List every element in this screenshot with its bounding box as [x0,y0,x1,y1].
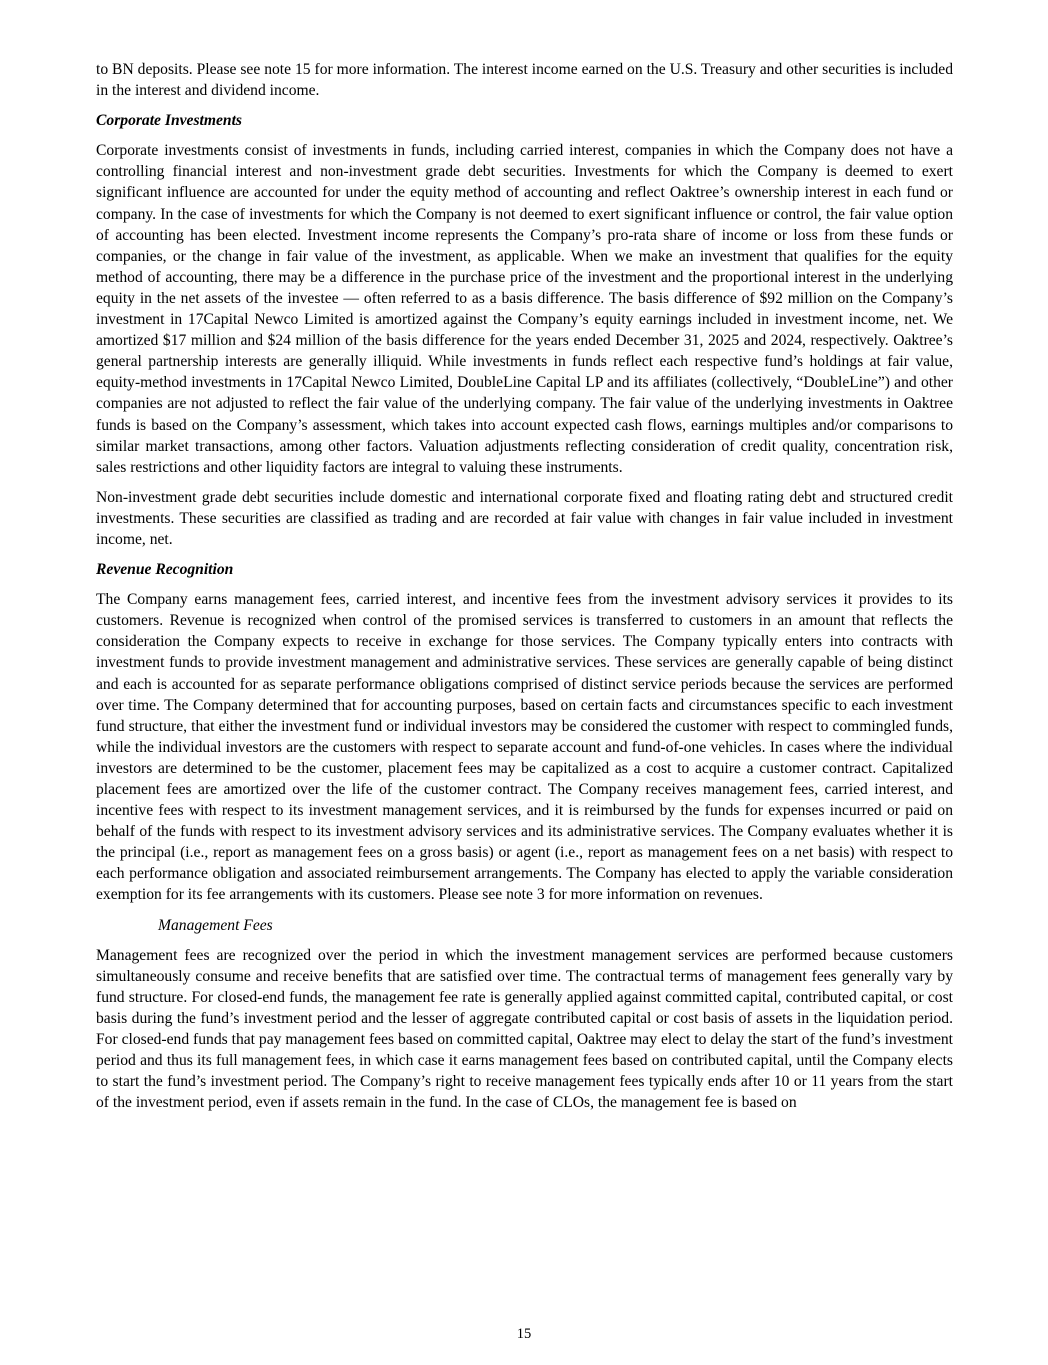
revenue-recognition-paragraph-1: The Company earns management fees, carried interest, and incentive fees from the investment advisory services it provides to its customers. Revenue is recognized when control of the promised services is transferred to customers in an amount that reflects the consideration the Company expects to receive in exchange for those services. The Company typically enters into contracts with investment funds to provide investment management and administrative services. These services are generally capable of being distinct and each is accounted for as separate performance obligations comprised of distinct service periods because the services are performed over time. The Company determined that for accounting purposes, based on certain facts and circumstances specific to each investment fund structure, that either the investment fund or individual investors may be considered the customer with respect to commingled funds, while the individual investors are the customers with respect to separate account and fund-of-one vehicles. In cases where the individual investors are determined to be the customer, placement fees may be capitalized as a cost to acquire a customer contract. Capitalized placement fees are amortized over the life of the customer contract. The Company receives management fees, carried interest, and incentive fees with respect to its investment management services, and it is reimbursed by the funds for expenses incurred or paid on behalf of the funds with respect to its investment advisory services and its administrative services. The Company evaluates whether it is the principal (i.e., report as management fees on a gross basis) or agent (i.e., report as management fees on a net basis) with respect to each performance obligation and associated reimbursement arrangements. The Company has elected to apply the variable consideration exemption for its fee arrangements with its customers. Please see note 3 for more information on revenues. [96,591,953,904]
section-heading-revenue-recognition: Revenue Recognition [96,561,234,579]
corporate-investments-paragraph-1: Corporate investments consist of investments in funds, including carried interest, companies in which the Company does not have a controlling financial interest and non-investment grade debt securities. Investments for which the Company is deemed to exert significant influence are accounted for under the equity method of accounting and reflect Oaktree’s ownership interest in each fund or company. In the case of investments for which the Company is not deemed to exert significant influence or control, the fair value option of accounting has been elected. Investment income represents the Company’s pro-rata share of income or loss from these funds or companies, or the change in fair value of the investment, as applicable. When we make an investment that qualifies for the equity method of accounting, there may be a difference in the purchase price of the investment and the proportional interest in the underlying equity in the net assets of the investee — often referred to as a basis difference. The basis difference of $92 million on the Company’s investment in 17Capital Newco Limited is amortized against the Company’s equity earnings included in investment income, net. We amortized $17 million and $24 million of the basis difference for the years ended December 31, 2025 and 2024, respectively. Oaktree’s general partnership interests are generally illiquid. While investments in funds reflect each respective fund’s holdings at fair value, equity-method investments in 17Capital Newco Limited, DoubleLine Capital LP and its affiliates (collectively, “DoubleLine”) and other companies are not adjusted to reflect the fair value of the underlying company. The fair value of the underlying investments in Oaktree funds is based on the Company’s assessment, which takes into account expected cash flows, earnings multiples and/or comparisons to similar market transactions, among other factors. Valuation adjustments reflecting consideration of credit quality, concentration risk, sales restrictions and other liquidity factors are integral to valuing these instruments. [96,142,953,476]
subsection-heading-management-fees: Management Fees [158,916,273,934]
management-fees-paragraph-1: Management fees are recognized over the period in which the investment management services are performed because customers simultaneously consume and receive benefits that are satisfied over time. The contractual terms of management fees generally vary by fund structure. For closed-end funds, the management fee rate is generally applied against committed capital, contributed capital, or cost basis during the fund’s investment period and the lesser of aggregate contributed capital or cost basis of assets in the liquidation period. For closed-end funds that pay management fees based on committed capital, Oaktree may elect to delay the start of the fund’s investment period and thus its full management fees, in which case it earns management fees based on contributed capital, until the Company elects to start the fund’s investment period. The Company’s right to receive management fees typically ends after 10 or 11 years from the start of the investment period, even if assets remain in the fund. In the case of CLOs, the management fee is based on [96,946,953,1112]
corporate-investments-paragraph-2: Non-investment grade debt securities include domestic and international corporate fixed and floating rating debt and structured credit investments. These securities are classified as trading and are recorded at fair value with changes in fair value included in investment income, net. [96,488,953,548]
page-number: 15 [516,1326,532,1342]
opening-paragraph: to BN deposits. Please see note 15 for more information. The interest income earned on the U.S. Treasury and other securities is included in the interest and dividend income. [96,61,953,100]
document-page [96,59,953,1113]
section-heading-corporate-investments: Corporate Investments [96,112,242,130]
